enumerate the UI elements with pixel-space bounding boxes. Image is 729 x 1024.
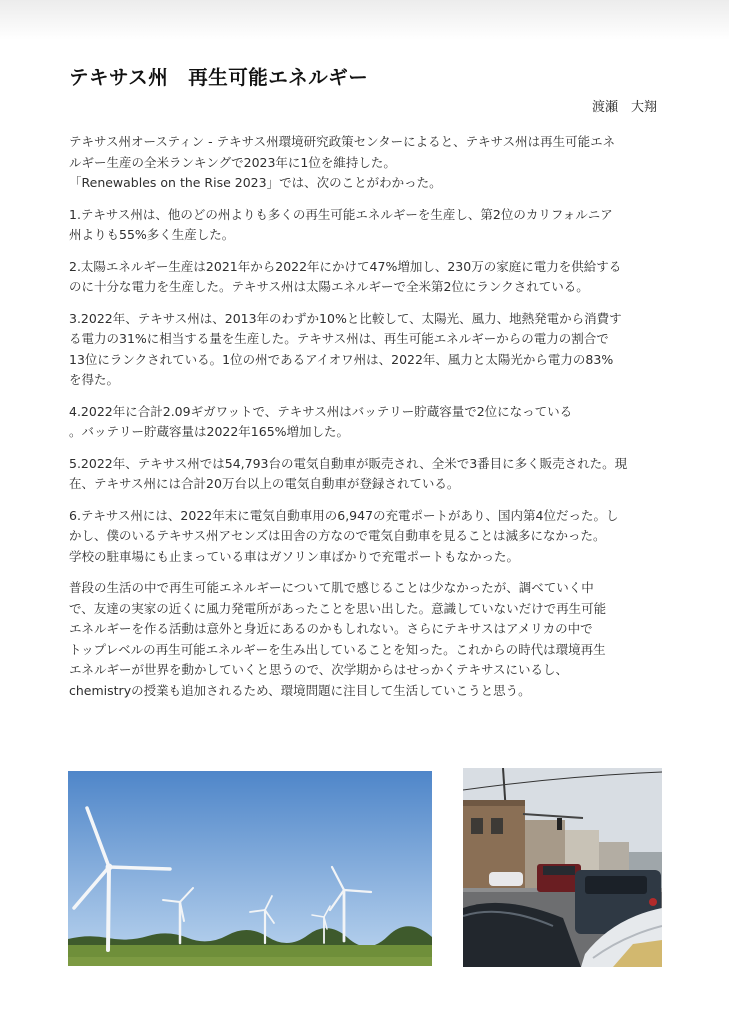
street-photo [463,768,662,967]
document-title: テキサス州 再生可能エネルギー [69,66,369,89]
finding-2-paragraph: 2.太陽エネルギー生産は2021年から2022年にかけて47%増加し、230万の家庭に電力を供給する のに十分な電力を生産した。テキサス州は太陽エネルギーで全米第2位にランクされている。 [69,258,622,294]
document-author: 渡瀬 大翔 [591,100,657,115]
page-top-shadow [0,0,729,40]
finding-1-paragraph: 1.テキサス州は、他のどの州よりも多くの再生可能エネルギーを生産し、第2位のカリフォルニア 州よりも55%多く生産した。 [69,206,613,242]
wind-turbine-photo [68,771,432,966]
finding-5-paragraph: 5.2022年、テキサス州では54,793台の電気自動車が販売され、全米で3番目に多く販売された。現 在、テキサス州には合計20万台以上の電気自動車が登録されている。 [69,455,628,491]
finding-6-paragraph: 6.テキサス州には、2022年末に電気自動車用の6,947の充電ポートがあり、国内第4位だった。し かし、僕のいるテキサス州アセンズは田舎の方なので電気自動車を見ることは滅多になかった。 学校の駐車場にも止まっている車はガソリン車ばかりで充電ポートもなかった。 [69,507,619,564]
intro-paragraph: テキサス州オースティン - テキサス州環境研究政策センターによると、テキサス州は再生可能エネ ルギー生産の全米ランキングで2023年に1位を維持した。 「Renewables on the Rise 2023」では、次のことがわかった。 [69,134,616,190]
finding-4-paragraph: 4.2022年に合計2.09ギガワットで、テキサス州はバッテリー貯蔵容量で2位になっている 。バッテリー貯蔵容量は2022年165%増加した。 [69,403,573,439]
finding-3-paragraph: 3.2022年、テキサス州は、2013年のわずか10%と比較して、太陽光、風力、地熱発電から消費す る電力の31%に相当する量を生産した。テキサス州は、再生可能エネルギーからの電力の割合で 13位にランクされている。1位の州であるアイオワ州は、2022年、風力と太陽光から電力の83% を得た。 [69,310,622,387]
document-body [69,132,661,712]
conclusion-paragraph: 普段の生活の中で再生可能エネルギーについて肌で感じることは少なかったが、調べていく中 で、友達の実家の近くに風力発電所があったことを思い出した。意識していないだけで再生可能 エネルギーを作る活動は意外と身近にあるのかもしれない。さらにテキサスはアメリカの中で トップレベルの再生可能エネルギーを生み出していることを知った。これからの時代は環境再生 エネルギーが世界を動かしていくと思うので、次学期からはせっかくテキサスにいるし、 chemistryの授業も追加されるため、環境問題に注目して生活していこうと思う。 [69,580,607,698]
